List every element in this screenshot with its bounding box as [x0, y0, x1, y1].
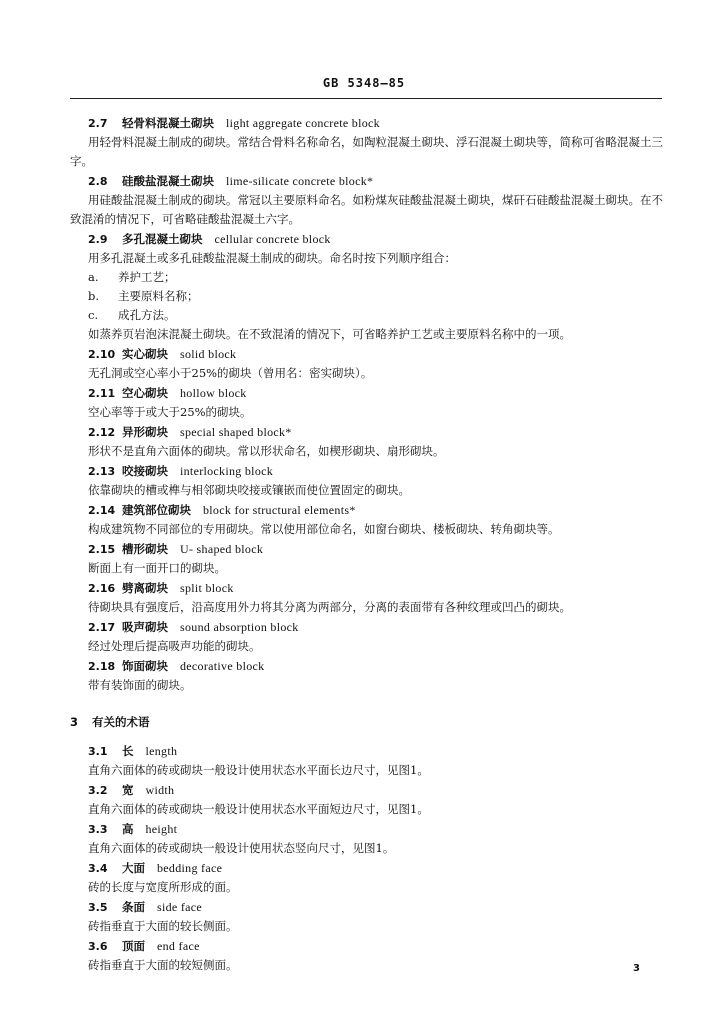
term-number: 2.9 [88, 233, 108, 246]
section-number: 3 [70, 715, 79, 729]
term-definition: 待砌块具有强度后，沿高度用外力将其分离为两部分，分离的表面带有各种纹理或凹凸的砌块。 [88, 600, 571, 614]
term-heading [70, 230, 668, 249]
term-english: split block [180, 581, 234, 595]
term-chinese: 异形砌块 [122, 425, 168, 439]
term-definition: 空心率等于或大于25%的砌块。 [88, 405, 252, 419]
section-heading [70, 713, 668, 732]
term-number: 2.17 [88, 621, 116, 634]
term-heading [70, 501, 668, 520]
term-heading [70, 898, 668, 917]
term-heading [70, 859, 668, 878]
term-english: hollow block [180, 386, 247, 400]
term-definition: 用多孔混凝土或多孔硅酸盐混凝土制成的砌块。命名时按下列顺序组合： [88, 251, 456, 265]
term-number: 2.7 [88, 117, 108, 130]
term-heading [70, 742, 668, 761]
term-heading [70, 114, 668, 133]
term-chinese: 多孔混凝土砌块 [122, 232, 203, 246]
term-number: 2.14 [88, 504, 116, 517]
term-number: 2.18 [88, 660, 116, 673]
term-number: 3.1 [88, 745, 108, 758]
list-item-text: 成孔方法。 [118, 308, 176, 322]
term-number: 3.4 [88, 862, 108, 875]
list-item [70, 306, 668, 325]
term-english: block for structural elements* [203, 503, 356, 517]
term-chinese: 槽形砌块 [122, 542, 168, 556]
term-chinese: 高 [122, 822, 134, 836]
term-english: width [145, 783, 175, 797]
term-heading [70, 657, 668, 676]
term-definition: 直角六面体的砖或砌块一般设计使用状态水平面短边尺寸，见图1。 [88, 802, 429, 816]
term-chinese: 轻骨料混凝土砌块 [122, 116, 214, 130]
term-number: 2.12 [88, 426, 116, 439]
term-english: interlocking block [180, 464, 274, 478]
list-item-text: 养护工艺； [118, 270, 176, 284]
list-item-label: b. [88, 289, 100, 303]
list-item-label: c. [88, 308, 99, 322]
term-number: 2.13 [88, 465, 116, 478]
term-definition: 断面上有一面开口的砌块。 [88, 561, 226, 575]
list-item-text: 主要原料名称； [118, 289, 199, 303]
naming-example-note: 如蒸养页岩泡沫混凝土砌块。在不致混淆的情况下，可省略养护工艺或主要原料名称中的一项。 [88, 327, 571, 341]
term-english: U- shaped block [180, 542, 264, 556]
term-chinese: 条面 [122, 900, 145, 914]
term-english: lime-silicate concrete block* [226, 174, 374, 188]
term-chinese: 建筑部位砌块 [122, 503, 191, 517]
term-number: 3.5 [88, 901, 108, 914]
term-number: 2.10 [88, 348, 116, 361]
term-heading [70, 384, 668, 403]
term-heading [70, 579, 668, 598]
term-english: decorative block [180, 659, 265, 673]
term-number: 2.8 [88, 175, 108, 188]
document-body [70, 113, 668, 975]
term-english: height [145, 822, 178, 836]
header-rule [70, 98, 662, 99]
term-definition: 砖指垂直于大面的较长侧面。 [88, 919, 238, 933]
naming-order-list [70, 268, 668, 325]
term-definition: 砖的长度与宽度所形成的面。 [88, 880, 238, 894]
terms-group-c [70, 742, 668, 975]
term-definition: 形状不是直角六面体的砌块。常以形状命名，如楔形砌块、扇形砌块。 [88, 444, 445, 458]
term-chinese: 长 [122, 744, 134, 758]
term-definition: 无孔洞或空心率小于25%的砌块（曾用名：密实砌块）。 [88, 366, 373, 380]
term-definition: 经过处理后提高吸声功能的砌块。 [88, 639, 261, 653]
term-english: light aggregate concrete block [226, 116, 380, 130]
list-item-label: a. [88, 270, 99, 284]
term-chinese: 顶面 [122, 939, 145, 953]
term-chinese: 吸声砌块 [122, 620, 168, 634]
term-number: 3.6 [88, 940, 108, 953]
term-english: solid block [180, 347, 237, 361]
term-definition: 构成建筑物不同部位的专用砌块。常以使用部位命名，如窗台砌块、楼板砌块、转角砌块等。 [88, 522, 560, 536]
page-number: 3 [633, 963, 640, 974]
term-chinese: 饰面砌块 [122, 659, 168, 673]
term-english: length [145, 744, 178, 758]
term-chinese: 空心砌块 [122, 386, 168, 400]
term-number: 3.2 [88, 784, 108, 797]
term-number: 2.11 [88, 387, 116, 400]
list-item [70, 287, 668, 306]
term-heading [70, 820, 668, 839]
term-heading [70, 618, 668, 637]
term-chinese: 实心砌块 [122, 347, 168, 361]
terms-group-b [70, 345, 668, 695]
term-heading [70, 172, 668, 191]
list-item [70, 268, 668, 287]
document-header: GB 5348—85 [322, 76, 406, 90]
term-heading [70, 462, 668, 481]
term-heading [70, 345, 668, 364]
terms-group-a [70, 114, 668, 268]
term-chinese: 劈离砌块 [122, 581, 168, 595]
term-heading [70, 781, 668, 800]
section-title: 有关的术语 [92, 715, 150, 729]
term-definition: 依靠砌块的槽或榫与相邻砌块咬接或镶嵌而使位置固定的砌块。 [88, 483, 410, 497]
term-chinese: 宽 [122, 783, 134, 797]
term-definition: 直角六面体的砖或砌块一般设计使用状态竖向尺寸，见图1。 [88, 841, 395, 855]
term-english: special shaped block* [180, 425, 292, 439]
term-heading [70, 937, 668, 956]
term-chinese: 硅酸盐混凝土砌块 [122, 174, 214, 188]
term-definition: 砖指垂直于大面的较短侧面。 [88, 958, 238, 972]
term-number: 3.3 [88, 823, 108, 836]
term-definition: 用轻骨料混凝土制成的砌块。常结合骨料名称命名，如陶粒混凝土砌块、浮石混凝土砌块等，简称可省略混凝土三字。 [70, 135, 663, 168]
term-english: bedding face [157, 861, 223, 875]
term-heading [70, 423, 668, 442]
term-number: 2.15 [88, 543, 116, 556]
term-english: cellular concrete block [214, 232, 331, 246]
term-definition: 用硅酸盐混凝土制成的砌块。常冠以主要原料命名。如粉煤灰硅酸盐混凝土砌块，煤矸石硅酸盐混凝土砌块。在不致混淆的情况下，可省略硅酸盐混凝土六字。 [70, 193, 663, 226]
term-english: side face [157, 900, 203, 914]
term-definition: 带有装饰面的砌块。 [88, 678, 192, 692]
term-english: end face [157, 939, 200, 953]
term-chinese: 大面 [122, 861, 145, 875]
term-number: 2.16 [88, 582, 116, 595]
term-english: sound absorption block [180, 620, 299, 634]
term-heading [70, 540, 668, 559]
term-chinese: 咬接砌块 [122, 464, 168, 478]
term-definition: 直角六面体的砖或砌块一般设计使用状态水平面长边尺寸，见图1。 [88, 763, 429, 777]
